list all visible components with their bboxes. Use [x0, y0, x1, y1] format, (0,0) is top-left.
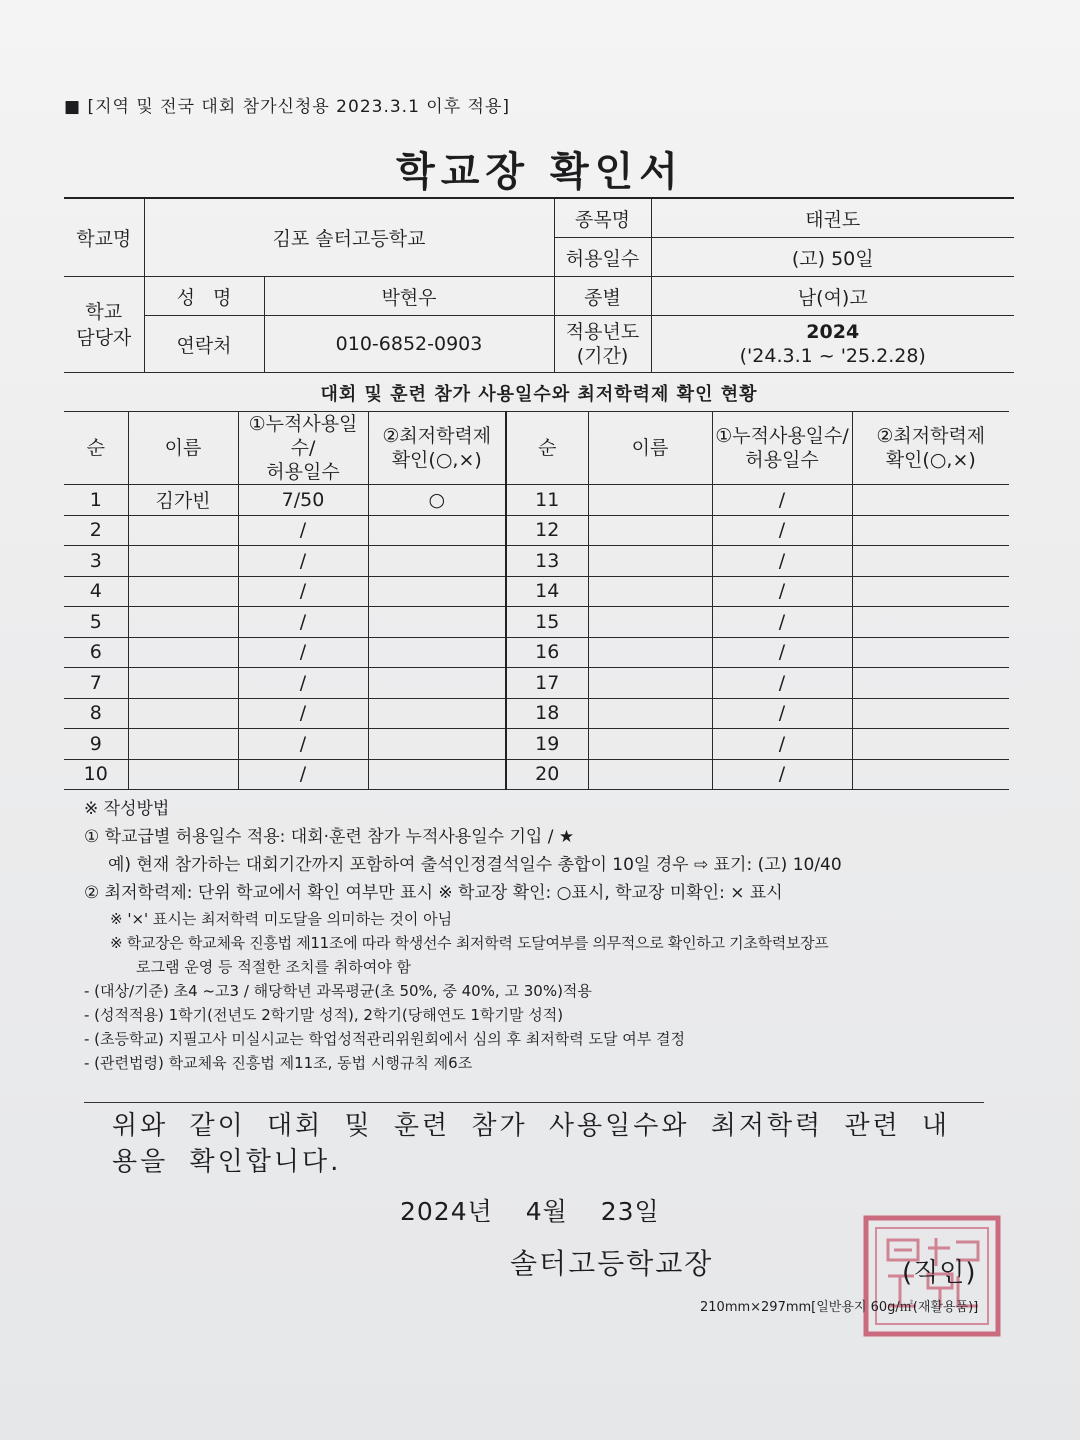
- contact-value: 010-6852-0903: [264, 316, 554, 373]
- table-row: [64, 668, 1009, 699]
- row-days: /: [712, 607, 852, 638]
- school-info-table: [64, 197, 1014, 373]
- year-value: 2024: [806, 321, 860, 343]
- row-days: /: [238, 729, 368, 760]
- row-check: [852, 485, 1009, 516]
- table-body: [64, 485, 1009, 790]
- row-name: [128, 607, 238, 638]
- row-no: 1: [64, 485, 128, 516]
- row-check: [852, 698, 1009, 729]
- row-no: 18: [506, 698, 588, 729]
- row-name: [128, 698, 238, 729]
- table-row: [64, 576, 1009, 607]
- row-name: [588, 546, 712, 577]
- row-check: [368, 607, 506, 638]
- col-no-right: 순: [506, 412, 588, 485]
- detail-3: - (초등학교) 지필고사 미실시교는 학업성적관리위원회에서 심의 후 최저학력 도달 여부 결정: [84, 1030, 685, 1048]
- col-name-right: 이름: [588, 412, 712, 485]
- allowed-days-label: 허용일수: [554, 238, 651, 277]
- row-no: 15: [506, 607, 588, 638]
- document-title: 학교장 확인서: [396, 149, 684, 195]
- table-row: [64, 607, 1009, 638]
- row-days: /: [712, 515, 852, 546]
- row-check: [852, 607, 1009, 638]
- row-check: [852, 637, 1009, 668]
- date-day: 23일: [600, 1197, 660, 1226]
- note-2-a: ※ '×' 표시는 최저학력 미도달을 의미하는 것이 아님: [110, 910, 453, 928]
- row-days: /: [238, 698, 368, 729]
- principal-title: 솔터고등학교장: [510, 1247, 714, 1280]
- row-no: 10: [64, 759, 128, 790]
- row-days: /: [238, 668, 368, 699]
- gender-label: 종별: [554, 277, 651, 316]
- row-no: 3: [64, 546, 128, 577]
- name-label: 성 명: [144, 277, 264, 316]
- row-no: 13: [506, 546, 588, 577]
- gender-value: 남(여)고: [651, 277, 1014, 316]
- row-check: [368, 759, 506, 790]
- row-no: 19: [506, 729, 588, 760]
- table-row: [64, 698, 1009, 729]
- row-name: [588, 515, 712, 546]
- table-row: [64, 729, 1009, 760]
- note-2-b-cont: 로그램 운영 등 적절한 조치를 취하여야 함: [136, 958, 411, 976]
- row-days: /: [712, 759, 852, 790]
- row-days: /: [238, 637, 368, 668]
- table-row: [64, 546, 1009, 577]
- row-no: 20: [506, 759, 588, 790]
- note-1-example: 예) 현재 참가하는 대회기간까지 포함하여 출석인정결석일수 총합이 10일 경우 ⇨ 표기: (고) 10/40: [108, 855, 842, 875]
- row-no: 5: [64, 607, 128, 638]
- row-name: [588, 668, 712, 699]
- col-days-left: ①누적사용일수/ 허용일수: [238, 412, 368, 485]
- instructions: [84, 795, 1004, 1075]
- divider: [84, 1102, 984, 1103]
- row-no: 7: [64, 668, 128, 699]
- note-1: ① 학교급별 허용일수 적용: 대회·훈련 참가 누적사용일수 기입 / ★: [84, 827, 575, 847]
- row-days: /: [238, 576, 368, 607]
- row-no: 14: [506, 576, 588, 607]
- row-days: /: [712, 546, 852, 577]
- row-name: [128, 637, 238, 668]
- table-row: [64, 515, 1009, 546]
- confirmation-statement: 위와 같이 대회 및 훈련 참가 사용일수와 최저학력 관련 내용을 확인합니다.: [112, 1111, 951, 1177]
- period-value: ('24.3.1 ~ '25.2.28): [739, 345, 926, 367]
- row-check: [368, 515, 506, 546]
- col-check-left: ②최저학력제 확인(○,×): [368, 412, 506, 485]
- status-title: 대회 및 훈련 참가 사용일수와 최저학력제 확인 현황: [320, 384, 758, 405]
- col-no-left: 순: [64, 412, 128, 485]
- row-name: [128, 759, 238, 790]
- row-check: [852, 546, 1009, 577]
- row-check: [368, 576, 506, 607]
- row-days: /: [238, 759, 368, 790]
- row-name: [588, 637, 712, 668]
- row-no: 11: [506, 485, 588, 516]
- date-month: 4월: [525, 1197, 568, 1226]
- row-name: [588, 759, 712, 790]
- sport-label: 종목명: [554, 198, 651, 238]
- row-check: ○: [368, 485, 506, 516]
- row-name: [588, 729, 712, 760]
- row-check: [368, 729, 506, 760]
- row-days: /: [712, 485, 852, 516]
- col-check-right: ②최저학력제 확인(○,×): [852, 412, 1009, 485]
- header-note: ■ [지역 및 전국 대회 참가신청용 2023.3.1 이후 적용]: [64, 97, 511, 117]
- sport-value: 태권도: [651, 198, 1014, 238]
- year-cell: [651, 316, 1014, 373]
- row-check: [368, 637, 506, 668]
- table-header-row: [64, 412, 1009, 485]
- row-no: 9: [64, 729, 128, 760]
- row-check: [368, 698, 506, 729]
- row-no: 4: [64, 576, 128, 607]
- detail-4: - (관련법령) 학교체육 진흥법 제11조, 동법 시행규칙 제6조: [84, 1054, 473, 1072]
- row-check: [852, 576, 1009, 607]
- row-days: /: [712, 698, 852, 729]
- row-name: [128, 729, 238, 760]
- row-days: /: [712, 576, 852, 607]
- row-check: [852, 729, 1009, 760]
- row-days: /: [712, 668, 852, 699]
- note-2-b: ※ 학교장은 학교체육 진흥법 제11조에 따라 학생선수 최저학력 도달여부를 의무적으로 확인하고 기초학력보장프: [110, 934, 829, 952]
- paper-spec-footer: 210mm×297mm[일반용지 60g/㎡(재활용품)]: [700, 1300, 979, 1315]
- notes-heading: ※ 작성방법: [84, 799, 170, 819]
- row-check: [852, 759, 1009, 790]
- row-days: /: [238, 546, 368, 577]
- row-no: 16: [506, 637, 588, 668]
- row-name: [588, 698, 712, 729]
- row-no: 17: [506, 668, 588, 699]
- row-no: 2: [64, 515, 128, 546]
- date-year: 2024년: [400, 1197, 493, 1226]
- row-name: [128, 546, 238, 577]
- school-name: 김포 솔터고등학교: [144, 198, 554, 277]
- contact-label: 연락처: [144, 316, 264, 373]
- table-row: [64, 637, 1009, 668]
- row-days: /: [712, 729, 852, 760]
- row-name: [128, 515, 238, 546]
- row-check: [368, 546, 506, 577]
- allowed-days-value: (고) 50일: [651, 238, 1014, 277]
- col-days-right: ①누적사용일수/ 허용일수: [712, 412, 852, 485]
- row-no: 12: [506, 515, 588, 546]
- name-value: 박현우: [264, 277, 554, 316]
- row-days: /: [712, 637, 852, 668]
- row-days: 7/50: [238, 485, 368, 516]
- school-label: 학교명: [64, 198, 144, 277]
- row-check: [852, 515, 1009, 546]
- row-check: [852, 668, 1009, 699]
- row-name: [588, 485, 712, 516]
- detail-1: - (대상/기준) 초4 ~고3 / 해당학년 과목평균(초 50%, 중 40%, 고 30%)적용: [84, 982, 592, 1000]
- issue-date: [400, 1192, 660, 1228]
- table-row: [64, 759, 1009, 790]
- row-check: [368, 668, 506, 699]
- col-name-left: 이름: [128, 412, 238, 485]
- row-name: [588, 607, 712, 638]
- seal-mark: (직인): [902, 1258, 977, 1288]
- row-days: /: [238, 607, 368, 638]
- table-row: [64, 485, 1009, 516]
- row-days: /: [238, 515, 368, 546]
- manager-label: 학교 담당자: [64, 277, 144, 373]
- row-name: [128, 668, 238, 699]
- row-name: 김가빈: [128, 485, 238, 516]
- participation-table: [64, 411, 1009, 790]
- row-name: [128, 576, 238, 607]
- year-label: 적용년도 (기간): [554, 316, 651, 373]
- note-2: ② 최저학력제: 단위 학교에서 확인 여부만 표시 ※ 학교장 확인: ○표시, 학교장 미확인: × 표시: [84, 883, 783, 903]
- row-name: [588, 576, 712, 607]
- row-no: 6: [64, 637, 128, 668]
- detail-2: - (성적적용) 1학기(전년도 2학기말 성적), 2학기(당해연도 1학기말 성적): [84, 1006, 564, 1024]
- row-no: 8: [64, 698, 128, 729]
